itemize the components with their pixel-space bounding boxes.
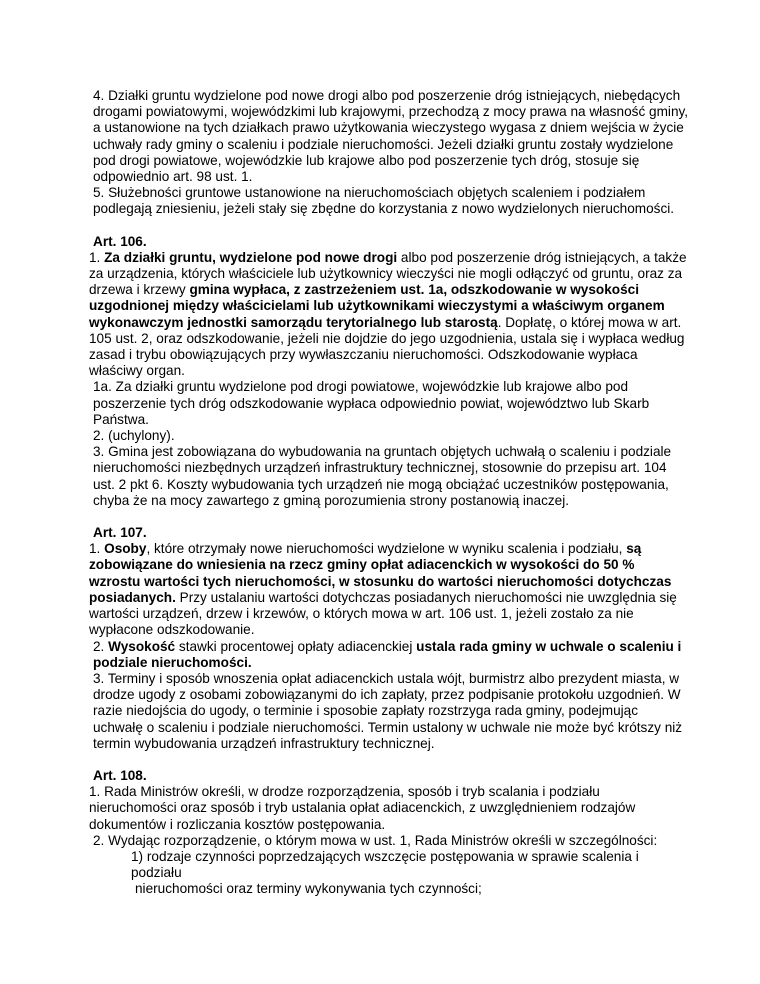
art106-paragraph-1: 1. Za działki gruntu, wydzielone pod nowe drogi albo pod poszerzenie dróg istniejących, a także za urządzenia, których właściciele lub użytkownicy wieczyści nie mogli odłączyć od gruntu, oraz za drzewa i krzewy gmina wypłaca, z zastrzeżeniem ust. 1a, odszkodowanie w wysokości uzgodnionej między właścicielami lub użytkownikami wieczystymi a właściwym organem wykonawczym jednostki samorządu terytorialnego lub starostą. Dopłatę, o której mowa w art. 105 ust. 2, oraz odszkodowanie, jeżeli nie dojdzie do jego uzgodnienia, ustala się i wypłaca według zasad i trybu obowiązujących przy wywłaszczaniu nieruchomości. Odszkodowanie wypłaca właściwy organ. [89,249,687,379]
art107-paragraph-3: 3. Terminy i sposób wnoszenia opłat adiacenckich ustala wójt, burmistrz albo prezydent miasta, w drodze ugody z osobami zobowiązanymi do ich zapłaty, przez podpisanie protokołu uzgodnień. W razie niedojścia do ugody, o terminie i sposobie zapłaty rozstrzyga rada gminy, podejmując uchwałę o scaleniu i podziale nieruchomości. Termin ustalony w uchwale nie może być krótszy niż termin wybudowania urządzeń infrastruktury technicznej. [93,670,683,751]
art106-paragraph-2: 2. (uchylony). [93,428,175,444]
art107-paragraph-2: 2. Wysokość stawki procentowej opłaty adiacenckiej ustala rada gminy w uchwale o scaleniu i podziale nieruchomości. [93,638,682,670]
art105-paragraph-5: 5. Służebności gruntowe ustanowione na nieruchomościach objętych scaleniem i podziałem podlegają zniesieniu, jeżeli stały się zbędne do korzystania z nowo wydzielonych nieruchomości. [93,185,675,217]
art106-heading: Art. 106. [93,233,147,249]
art106-paragraph-3: 3. Gmina jest zobowiązana do wybudowania na gruntach objętych uchwałą o scaleniu i podziale nieruchomości niezbędnych urządzeń infrastruktury technicznej, stosownie do przepisu art. 104 ust. 2 pkt 6. Koszty wybudowania tych urządzeń nie mogą obciążać uczestników postępowania, chyba że na mocy zawartego z gminą porozumienia strony postanowią inaczej. [93,444,672,508]
spacer [89,218,689,234]
art107-heading: Art. 107. [93,525,147,541]
art108-item-1-continuation: nieruchomości oraz terminy wykonywania tych czynności; [135,881,482,897]
art108-heading: Art. 108. [93,767,147,783]
spacer [89,509,689,525]
art105-paragraph-4: 4. Działki gruntu wydzielone pod nowe drogi albo pod poszerzenie dróg istniejących, niebędących drogami powiatowymi, wojewódzkimi lub krajowymi, przechodzą z mocy prawa na własność gminy, a ustanowione na tych działkach prawo użytkowania wieczystego wygasa z dniem wejścia w życie uchwały rady gminy o scaleniu i podziale nieruchomości. Jeżeli działki gruntu zostały wydzielone pod drogi powiatowe, wojewódzkie lub krajowe albo pod poszerzenie tych dróg, stosuje się odpowiednio art. 98 ust. 1. [93,88,689,185]
art108-paragraph-2: 2. Wydając rozporządzenie, o którym mowa w ust. 1, Rada Ministrów określi w szczególności: [93,832,658,848]
spacer [89,752,689,768]
art108-paragraph-1: 1. Rada Ministrów określi, w drodze rozporządzenia, sposób i tryb scalania i podziału nieruchomości oraz sposób i tryb ustalania opłat adiacenckich, z uwzględnieniem rodzajów dokumentów i rozliczania kosztów postępowania. [89,784,636,832]
art108-item-1: 1) rodzaje czynności poprzedzających wszczęcie postępowania w sprawie scalenia i podziału [131,848,639,881]
document-page [89,88,689,898]
art106-paragraph-1a: 1a. Za działki gruntu wydzielone pod drogi powiatowe, wojewódzkie lub krajowe albo pod poszerzenie tych dróg odszkodowanie wypłaca odpowiednio powiat, województwo lub Skarb Państwa. [93,379,650,427]
art107-paragraph-1: 1. Osoby, które otrzymały nowe nieruchomości wydzielone w wyniku scalenia i podziału, są zobowiązane do wniesienia na rzecz gminy opłat adiacenckich w wysokości do 50 % wzrostu wartości tych nieruchomości, w stosunku do wartości nieruchomości dotychczas posiadanych. Przy ustalaniu wartości dotychczas posiadanych nieruchomości nie uwzględnia się wartości urządzeń, drzew i krzewów, o których mowa w art. 106 ust. 1, jeżeli zostało za nie wypłacone odszkodowanie. [89,541,677,638]
